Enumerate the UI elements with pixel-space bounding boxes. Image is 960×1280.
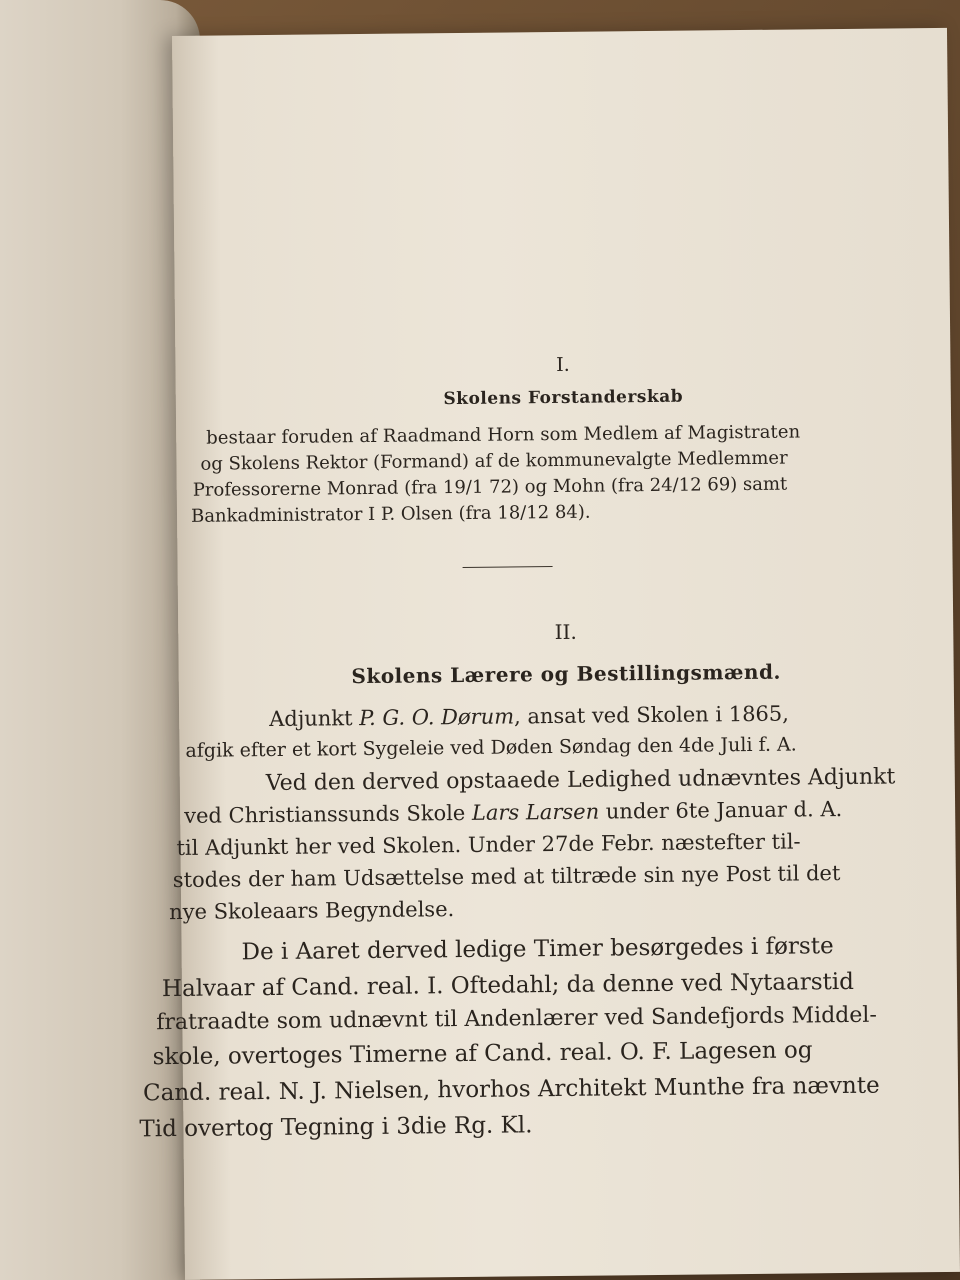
- section-1-number: I.: [556, 353, 570, 376]
- paragraph-1-line-2: afgik efter et kort Sygeleie ved Døden Søndag den 4de Juli f. A.: [185, 733, 797, 762]
- section-2-title: Skolens Lærere og Bestillingsmænd.: [351, 659, 782, 689]
- paragraph-2-line-3: til Adjunkt her ved Skolen. Under 27de Febr. næstefter til-: [176, 829, 801, 860]
- section-divider: [463, 566, 553, 568]
- paragraph-3-line-5: Cand. real. N. J. Nielsen, hvorhos Architekt Munthe fra nævnte: [142, 1072, 880, 1107]
- person-name-dorum: P. G. O. Dørum: [359, 704, 515, 731]
- paragraph-3-line-6: Tid overtog Tegning i 3die Rg. Kl.: [139, 1112, 533, 1143]
- paragraph-3-line-3: fratraadte som udnævnt til Andenlærer ved Sandefjords Middel-: [156, 1002, 877, 1036]
- section-1-line-1: bestaar foruden af Raadmand Horn som Medlem af Magistraten: [206, 421, 801, 449]
- paragraph-2-line-4: stodes der ham Udsættelse med at tiltræde sin nye Post til det: [172, 861, 841, 893]
- paragraph-2-line-1: Ved den derved opstaaede Ledighed udnævntes Adjunkt: [265, 764, 896, 797]
- paragraph-3-line-1: De i Aaret derved ledige Timer besørgedes i første: [241, 933, 834, 966]
- paragraph-1-line-1: Adjunkt P. G. O. Dørum, ansat ved Skolen i 1865,: [269, 701, 790, 732]
- person-name-larsen: Lars Larsen: [471, 799, 600, 825]
- section-1-line-3: Professorerne Monrad (fra 19/1 72) og Mohn (fra 24/12 69) samt: [192, 473, 788, 501]
- section-2-number: II.: [554, 619, 577, 645]
- section-1-line-2: og Skolens Rektor (Formand) af de kommunevalgte Medlemmer: [200, 447, 788, 475]
- paragraph-2-line-2: ved Christianssunds Skole Lars Larsen under 6te Januar d. A.: [184, 797, 843, 828]
- right-page: [139, 28, 960, 1280]
- paragraph-2-line-5: nye Skoleaars Begyndelse.: [169, 897, 455, 925]
- section-1-line-4: Bankadministrator I P. Olsen (fra 18/12 84).: [190, 501, 591, 527]
- paragraph-3-line-2: Halvaar af Cand. real. I. Oftedahl; da denne ved Nytaarstid: [161, 968, 855, 1003]
- section-1-title: Skolens Forstanderskab: [443, 386, 684, 410]
- paragraph-3-line-4: skole, overtoges Timerne af Cand. real. O. F. Lagesen og: [152, 1037, 813, 1071]
